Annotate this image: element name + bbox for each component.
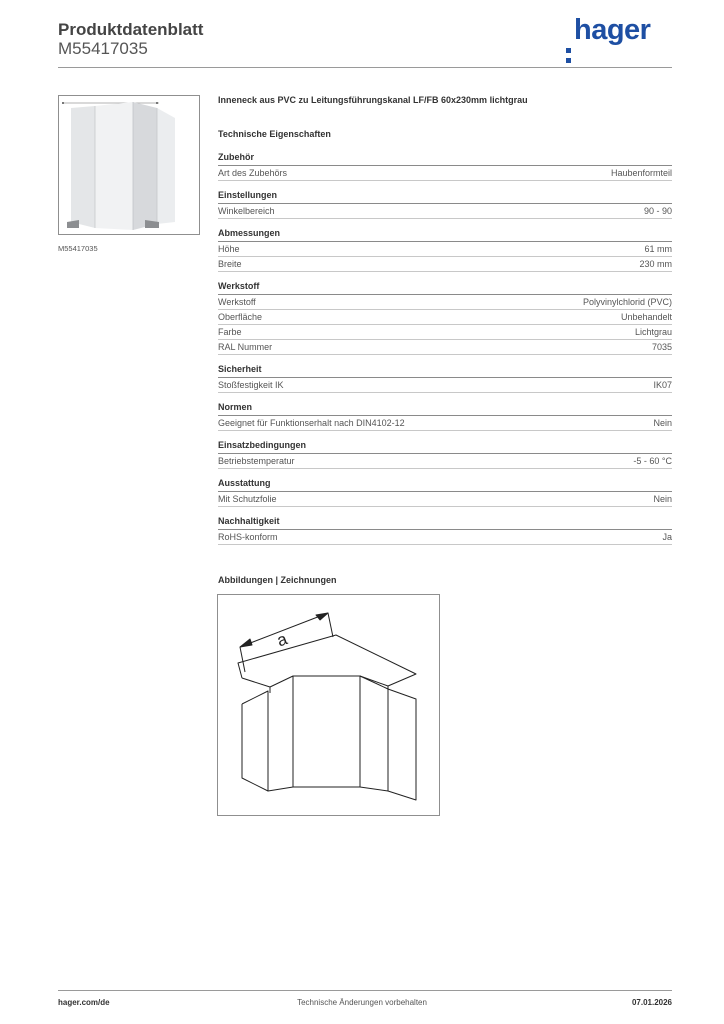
property-sections (218, 151, 672, 545)
property-row (218, 242, 672, 257)
property-label: Werkstoff (218, 297, 256, 307)
property-section (218, 401, 672, 431)
section-heading: Werkstoff (218, 280, 672, 295)
property-section (218, 151, 672, 181)
product-image (58, 95, 200, 235)
logo-text: hager (574, 14, 651, 46)
property-value: 90 - 90 (643, 206, 672, 216)
page-title: Produktdatenblatt (58, 20, 204, 39)
hager-logo (566, 14, 650, 47)
property-label: Farbe (218, 327, 242, 337)
property-label: Höhe (218, 244, 240, 254)
property-section (218, 280, 672, 355)
property-row (218, 454, 672, 469)
property-section (218, 439, 672, 469)
footer-date: 07.01.2026 (631, 998, 672, 1007)
property-label: Oberfläche (218, 312, 263, 322)
footer-notice: Technische Änderungen vorbehalten (297, 998, 427, 1007)
article-number: M55417035 (58, 39, 148, 58)
section-heading: Ausstattung (218, 477, 672, 492)
property-value: Nein (653, 494, 672, 504)
section-heading: Zubehör (218, 151, 672, 166)
section-heading: Einstellungen (218, 189, 672, 204)
footer-divider (58, 990, 672, 991)
property-section (218, 227, 672, 272)
inner-corner-line-drawing (218, 595, 439, 815)
property-section (218, 363, 672, 393)
dimension-label: a (274, 629, 290, 651)
property-label: RAL Nummer (218, 342, 273, 352)
property-row (218, 204, 672, 219)
property-label: RoHS-konform (218, 532, 278, 542)
property-row (218, 530, 672, 545)
section-heading: Abmessungen (218, 227, 672, 242)
property-label: Stoßfestigkeit IK (218, 380, 284, 390)
section-heading: Einsatzbedingungen (218, 439, 672, 454)
property-row (218, 340, 672, 355)
property-row (218, 378, 672, 393)
header-divider (58, 67, 672, 68)
product-image-caption: M55417035 (58, 244, 98, 253)
property-value: -5 - 60 °C (633, 456, 672, 466)
inner-corner-photo (59, 96, 199, 234)
section-heading: Nachhaltigkeit (218, 515, 672, 530)
property-row (218, 295, 672, 310)
product-details (218, 95, 672, 545)
property-row (218, 257, 672, 272)
property-row (218, 310, 672, 325)
property-row (218, 325, 672, 340)
property-value: Nein (653, 418, 672, 428)
technical-drawing (217, 594, 440, 816)
property-value: Ja (662, 532, 672, 542)
property-label: Art des Zubehörs (218, 168, 288, 178)
section-heading: Sicherheit (218, 363, 672, 378)
footer-website: hager.com/de (58, 998, 110, 1007)
property-value: 230 mm (639, 259, 672, 269)
property-label: Breite (218, 259, 242, 269)
property-value: Unbehandelt (620, 312, 672, 322)
property-row (218, 166, 672, 181)
property-section (218, 515, 672, 545)
drawings-title: Abbildungen | Zeichnungen (218, 575, 337, 585)
property-value: Lichtgrau (634, 327, 672, 337)
property-row (218, 416, 672, 431)
property-label: Mit Schutzfolie (218, 494, 277, 504)
property-value: 61 mm (644, 244, 672, 254)
property-value: IK07 (653, 380, 672, 390)
property-section (218, 189, 672, 219)
product-description: Inneneck aus PVC zu Leitungsführungskanal LF/FB 60x230mm lichtgrau (218, 95, 528, 105)
property-value: Polyvinylchlorid (PVC) (582, 297, 672, 307)
property-label: Winkelbereich (218, 206, 275, 216)
property-label: Geeignet für Funktionserhalt nach DIN4102-12 (218, 418, 405, 428)
property-row (218, 492, 672, 507)
property-section (218, 477, 672, 507)
section-heading: Normen (218, 401, 672, 416)
property-value: Haubenformteil (610, 168, 672, 178)
property-value: 7035 (651, 342, 672, 352)
technical-properties-title: Technische Eigenschaften (218, 129, 331, 139)
property-label: Betriebstemperatur (218, 456, 295, 466)
